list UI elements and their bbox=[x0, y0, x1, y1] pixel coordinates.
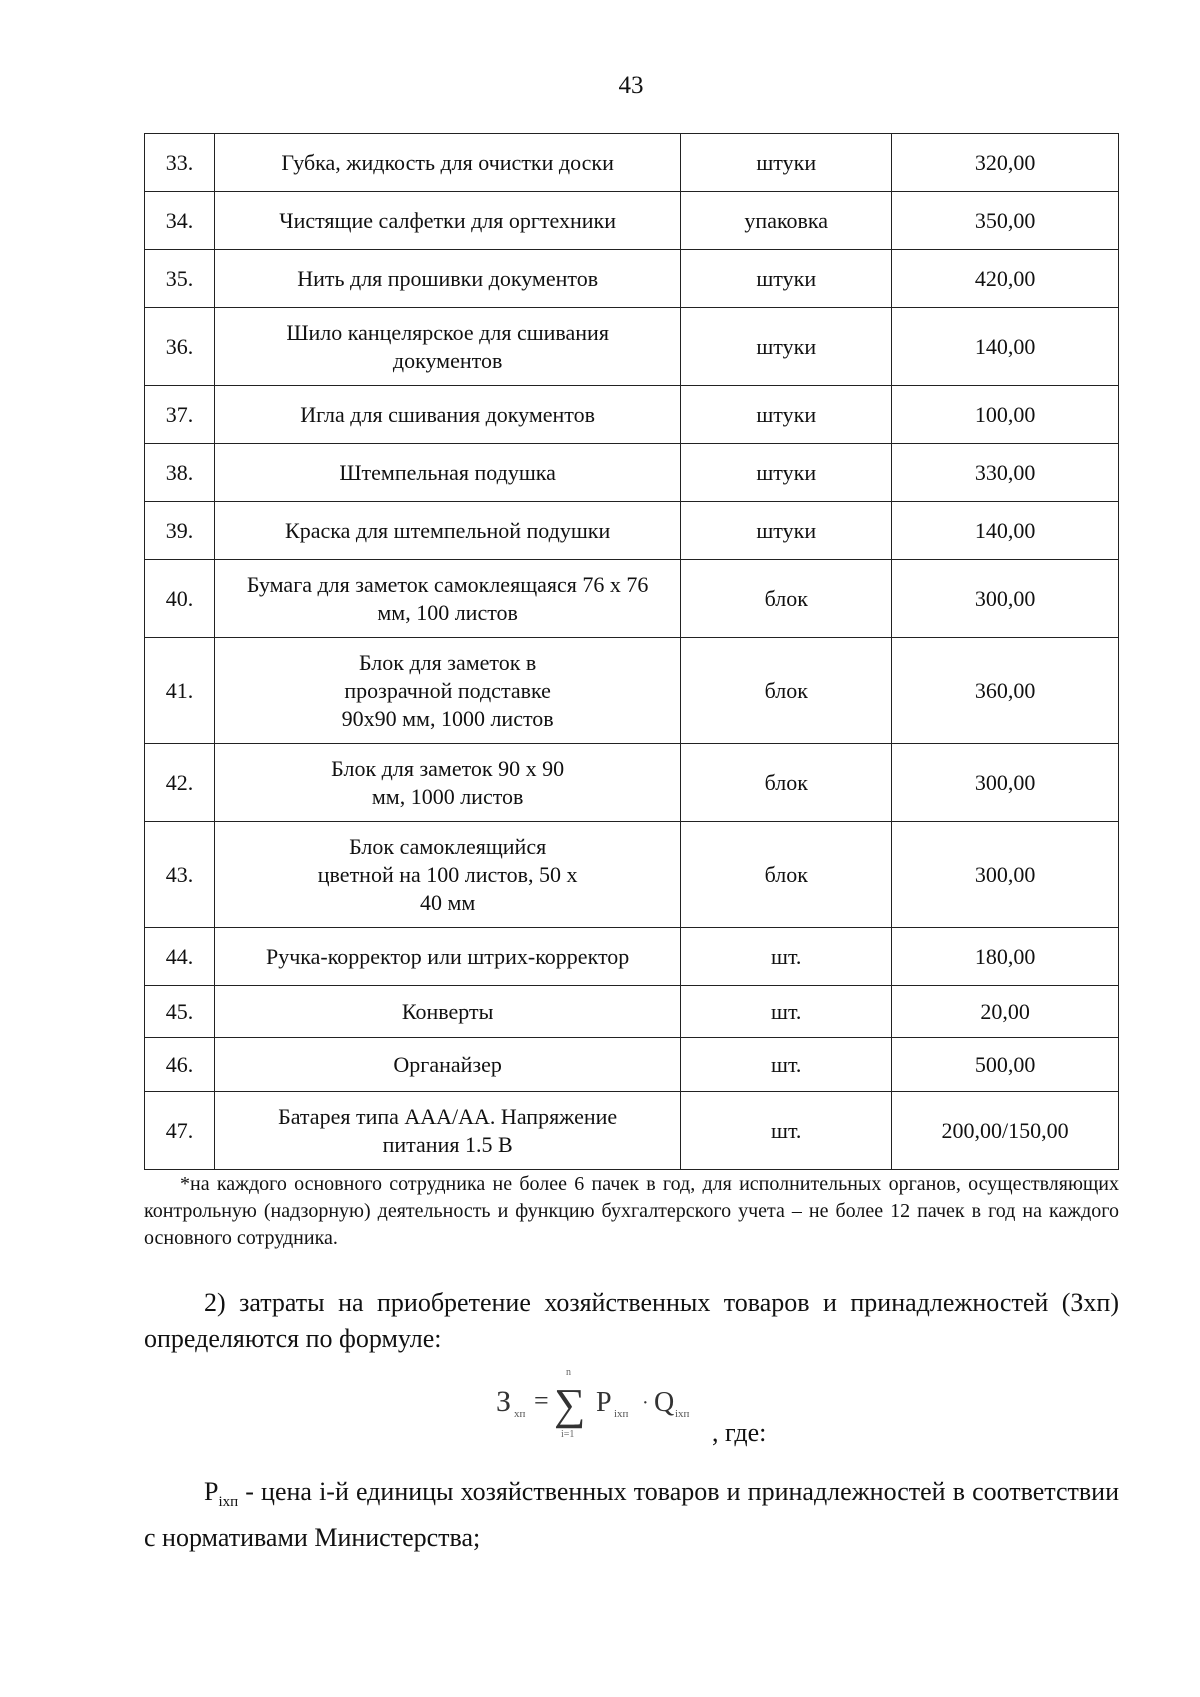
paragraph-price-definition bbox=[144, 1474, 1119, 1556]
item-name-line: мм, 1000 листов bbox=[371, 783, 524, 809]
table-row bbox=[145, 822, 1119, 928]
formula-sum-bottom: i=1 bbox=[561, 1429, 575, 1440]
item-name-line: Конверты bbox=[401, 998, 494, 1024]
formula-sum-top: n bbox=[566, 1367, 571, 1378]
item-name-line: Краска для штемпельной подушки bbox=[285, 517, 611, 543]
item-name-line: прозрачной подставке bbox=[344, 677, 551, 703]
item-name-line: мм, 100 листов bbox=[377, 599, 518, 625]
item-name bbox=[214, 192, 680, 250]
item-name bbox=[214, 1038, 680, 1092]
footnote-text: *на каждого основного сотрудника не более 6 пачек в год, для исполнительных органов, осуществляющих контрольную (надзорную) деятельность и функцию бухгалтерского учета – не более 12 пачек в год на каждого основного сотрудника. bbox=[144, 1173, 1119, 1249]
item-name-line: Игла для сшивания документов bbox=[300, 401, 596, 427]
item-price: 360,00 bbox=[892, 638, 1119, 744]
item-price: 100,00 bbox=[892, 386, 1119, 444]
table-row bbox=[145, 250, 1119, 308]
item-unit: шт. bbox=[681, 928, 892, 986]
item-unit: штуки bbox=[681, 386, 892, 444]
item-price: 350,00 bbox=[892, 192, 1119, 250]
item-name-line: Ручка-корректор или штрих-корректор bbox=[265, 943, 630, 969]
formula-p-sub: ixп bbox=[614, 1408, 629, 1420]
cost-formula bbox=[494, 1365, 724, 1445]
item-name-line: Бумага для заметок самоклеящаяся 76 х 76 bbox=[246, 571, 649, 597]
item-unit: штуки bbox=[681, 444, 892, 502]
item-name bbox=[214, 444, 680, 502]
item-price: 180,00 bbox=[892, 928, 1119, 986]
row-number: 43. bbox=[145, 822, 215, 928]
item-price: 420,00 bbox=[892, 250, 1119, 308]
price-term: P bbox=[204, 1477, 219, 1506]
item-name-line: Батарея типа ААА/АА. Напряжение bbox=[278, 1103, 618, 1129]
table-row bbox=[145, 638, 1119, 744]
item-unit: шт. bbox=[681, 1038, 892, 1092]
formula-q: Q bbox=[654, 1387, 675, 1418]
table-row bbox=[145, 560, 1119, 638]
item-price: 320,00 bbox=[892, 134, 1119, 192]
item-name-line: 40 мм bbox=[419, 889, 476, 915]
paragraph-price-definition-body bbox=[144, 1474, 1119, 1556]
item-price: 300,00 bbox=[892, 744, 1119, 822]
table-row bbox=[145, 744, 1119, 822]
item-name-line: Губка, жидкость для очистки доски bbox=[281, 149, 614, 175]
item-price: 20,00 bbox=[892, 986, 1119, 1038]
item-price: 330,00 bbox=[892, 444, 1119, 502]
formula-q-sub: ixп bbox=[675, 1408, 690, 1420]
formula-dot: · bbox=[642, 1392, 649, 1414]
item-name-line: Блок для заметок 90 х 90 bbox=[331, 755, 565, 781]
item-price: 300,00 bbox=[892, 822, 1119, 928]
footnote bbox=[144, 1171, 1119, 1252]
table-row bbox=[145, 192, 1119, 250]
item-unit: штуки bbox=[681, 502, 892, 560]
row-number: 36. bbox=[145, 308, 215, 386]
item-unit: блок bbox=[681, 560, 892, 638]
item-unit: штуки bbox=[681, 134, 892, 192]
item-price: 300,00 bbox=[892, 560, 1119, 638]
item-name-line: Чистящие салфетки для оргтехники bbox=[279, 207, 617, 233]
paragraph-costs bbox=[144, 1285, 1119, 1357]
item-unit: шт. bbox=[681, 1092, 892, 1170]
item-name bbox=[214, 560, 680, 638]
table-row bbox=[145, 134, 1119, 192]
item-name-line: документов bbox=[392, 347, 503, 373]
price-definition-text: - цена i-й единицы хозяйственных товаров и принадлежностей в соответствии с нормативами Министерства; bbox=[144, 1477, 1119, 1553]
row-number: 35. bbox=[145, 250, 215, 308]
item-name-line: Блок для заметок в bbox=[358, 649, 537, 675]
page-number: 43 bbox=[618, 72, 644, 99]
row-number: 45. bbox=[145, 986, 215, 1038]
row-number: 39. bbox=[145, 502, 215, 560]
item-unit: блок bbox=[681, 638, 892, 744]
item-name bbox=[214, 638, 680, 744]
formula-where-label: , где: bbox=[712, 1418, 767, 1447]
paragraph-costs-text: 2) затраты на приобретение хозяйственных товаров и принадлежностей (Зхп) определяются по формуле: bbox=[144, 1288, 1119, 1353]
sum-symbol-icon: ∑ bbox=[554, 1380, 586, 1429]
row-number: 41. bbox=[145, 638, 215, 744]
item-name bbox=[214, 134, 680, 192]
table-row bbox=[145, 308, 1119, 386]
item-name bbox=[214, 308, 680, 386]
formula-lhs-sub: хп bbox=[514, 1408, 526, 1420]
item-name-line: цветной на 100 листов, 50 х bbox=[317, 861, 578, 887]
row-number: 47. bbox=[145, 1092, 215, 1170]
item-name-line: Нить для прошивки документов bbox=[297, 265, 599, 291]
item-name bbox=[214, 250, 680, 308]
formula-equals: = bbox=[534, 1386, 549, 1415]
item-name bbox=[214, 928, 680, 986]
formula-lhs: З bbox=[496, 1385, 512, 1418]
item-unit: блок bbox=[681, 744, 892, 822]
item-unit: блок bbox=[681, 822, 892, 928]
item-unit: упаковка bbox=[681, 192, 892, 250]
item-name-line: питания 1.5 В bbox=[382, 1131, 513, 1157]
item-name-line: Шило канцелярское для сшивания bbox=[286, 319, 609, 345]
formula-p: P bbox=[596, 1387, 612, 1418]
row-number: 37. bbox=[145, 386, 215, 444]
item-price: 140,00 bbox=[892, 308, 1119, 386]
table-row bbox=[145, 1038, 1119, 1092]
table-row bbox=[145, 1092, 1119, 1170]
table-row bbox=[145, 386, 1119, 444]
item-name bbox=[214, 502, 680, 560]
item-name bbox=[214, 1092, 680, 1170]
item-name bbox=[214, 986, 680, 1038]
row-number: 42. bbox=[145, 744, 215, 822]
table-body bbox=[145, 134, 1119, 1170]
item-unit: штуки bbox=[681, 308, 892, 386]
supplies-table bbox=[144, 133, 1119, 1170]
table-row bbox=[145, 444, 1119, 502]
item-price: 200,00/150,00 bbox=[892, 1092, 1119, 1170]
row-number: 33. bbox=[145, 134, 215, 192]
item-name-line: Блок самоклеящийся bbox=[349, 833, 547, 859]
row-number: 44. bbox=[145, 928, 215, 986]
row-number: 40. bbox=[145, 560, 215, 638]
item-unit: штуки bbox=[681, 250, 892, 308]
table-row bbox=[145, 502, 1119, 560]
item-price: 500,00 bbox=[892, 1038, 1119, 1092]
item-name-line: Штемпельная подушка bbox=[339, 459, 556, 485]
item-unit: шт. bbox=[681, 986, 892, 1038]
table-row bbox=[145, 986, 1119, 1038]
item-name-line: 90х90 мм, 1000 листов bbox=[341, 705, 554, 731]
item-price: 140,00 bbox=[892, 502, 1119, 560]
row-number: 34. bbox=[145, 192, 215, 250]
item-name bbox=[214, 744, 680, 822]
row-number: 46. bbox=[145, 1038, 215, 1092]
item-name bbox=[214, 822, 680, 928]
price-term-sub: ixп bbox=[218, 1494, 239, 1511]
item-name-line: Органайзер bbox=[393, 1051, 502, 1077]
row-number: 38. bbox=[145, 444, 215, 502]
table-row bbox=[145, 928, 1119, 986]
item-name bbox=[214, 386, 680, 444]
